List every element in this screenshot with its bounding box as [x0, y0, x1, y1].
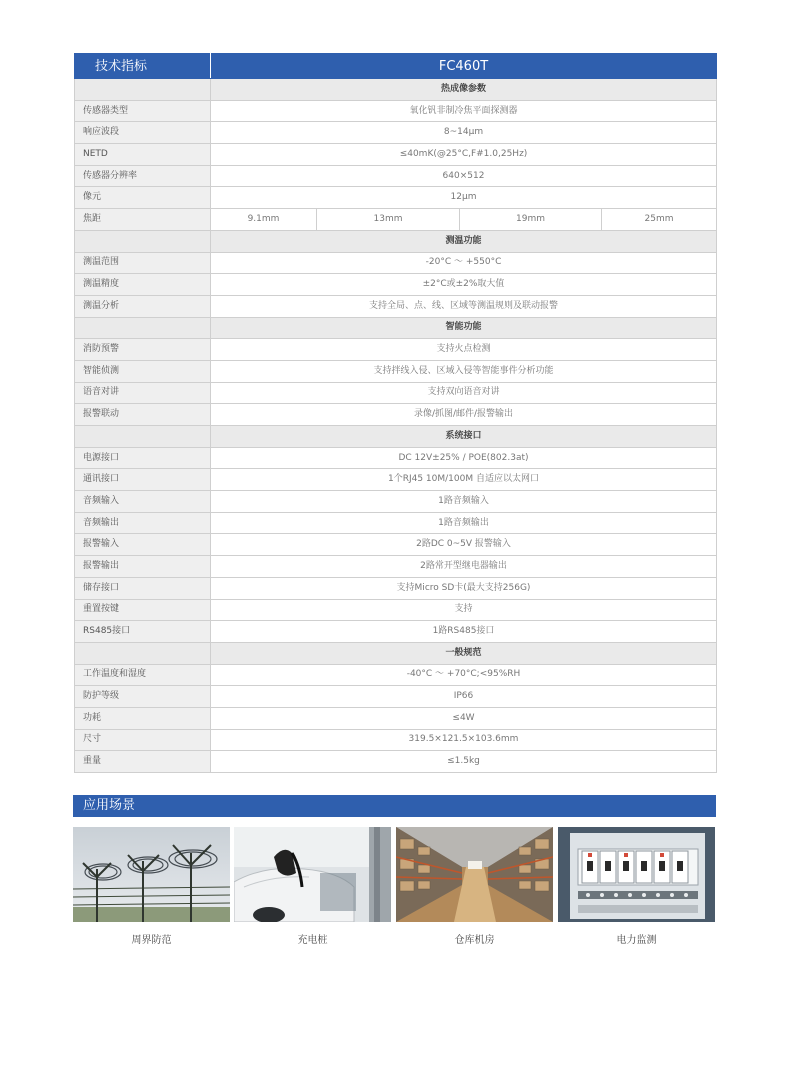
- spec-value: 录像/抓图/邮件/报警输出: [211, 404, 717, 426]
- spec-key: 通讯接口: [75, 469, 211, 491]
- spec-value: 319.5×121.5×103.6mm: [211, 729, 717, 751]
- spec-key: 电源接口: [75, 447, 211, 469]
- spec-table: [74, 53, 717, 773]
- spec-row: [75, 360, 717, 382]
- spec-value: 12μm: [211, 187, 717, 209]
- spec-key: 音频输出: [75, 512, 211, 534]
- spec-row: [75, 295, 717, 317]
- spec-header-key: 技术指标: [75, 54, 211, 79]
- spec-key: 尺寸: [75, 729, 211, 751]
- spec-row: [75, 751, 717, 773]
- spec-value: 支持全局、点、线、区域等测温规则及联动报警: [211, 295, 717, 317]
- section-title: 测温功能: [211, 230, 717, 252]
- applications-header: [73, 795, 716, 817]
- spec-row: [75, 534, 717, 556]
- spec-key: 消防预警: [75, 339, 211, 361]
- spec-row: [75, 556, 717, 578]
- spec-row: [75, 252, 717, 274]
- spec-key: NETD: [75, 144, 211, 166]
- spec-value: -20°C ～ +550°C: [211, 252, 717, 274]
- perimeter-fence-photo: [73, 827, 230, 922]
- spec-key: 像元: [75, 187, 211, 209]
- scene-warehouse: [396, 827, 553, 946]
- spec-key: 报警输入: [75, 534, 211, 556]
- warehouse-photo: [396, 827, 553, 922]
- focal-value: 19mm: [460, 209, 602, 231]
- spec-value: 支持Micro SD卡(最大支持256G): [211, 577, 717, 599]
- scene-charging: [234, 827, 391, 946]
- spec-key: 测温精度: [75, 274, 211, 296]
- spec-row: [75, 274, 717, 296]
- section-row: [75, 317, 717, 339]
- focal-value: 13mm: [317, 209, 460, 231]
- spec-key: 音频输入: [75, 491, 211, 513]
- spec-value: IP66: [211, 686, 717, 708]
- spec-value: 1个RJ45 10M/100M 自适应以太网口: [211, 469, 717, 491]
- spec-key: 传感器分辨率: [75, 165, 211, 187]
- scene-perimeter: [73, 827, 230, 946]
- spec-row: [75, 491, 717, 513]
- spec-row: [75, 447, 717, 469]
- spec-key: 测温分析: [75, 295, 211, 317]
- applications-title: 应用场景: [83, 798, 136, 813]
- spec-row: [75, 577, 717, 599]
- spec-row: [75, 469, 717, 491]
- spec-value: 氧化钒非制冷焦平面探测器: [211, 100, 717, 122]
- spec-key: 工作温度和湿度: [75, 664, 211, 686]
- spec-key: 功耗: [75, 707, 211, 729]
- spec-key: RS485接口: [75, 621, 211, 643]
- spec-value: 8~14μm: [211, 122, 717, 144]
- spec-row: [75, 686, 717, 708]
- spec-key: 测温范围: [75, 252, 211, 274]
- spec-row: [75, 165, 717, 187]
- charging-pile-photo: [234, 827, 391, 922]
- spec-value: 1路音频输出: [211, 512, 717, 534]
- spec-row: [75, 100, 717, 122]
- scene-caption: 仓库机房: [454, 935, 495, 946]
- focal-value: 9.1mm: [211, 209, 317, 231]
- spec-key: 焦距: [75, 209, 211, 231]
- spec-value: 640×512: [211, 165, 717, 187]
- spec-row: [75, 339, 717, 361]
- spec-key: 响应波段: [75, 122, 211, 144]
- power-panel-photo: [558, 827, 715, 922]
- scene-caption: 充电桩: [297, 935, 328, 946]
- section-title: 热成像参数: [211, 79, 717, 101]
- focal-value: 25mm: [602, 209, 717, 231]
- spec-value: ≤40mK(@25°C,F#1.0,25Hz): [211, 144, 717, 166]
- scene-power: [558, 827, 715, 946]
- spec-value: 支持火点检测: [211, 339, 717, 361]
- spec-row: [75, 664, 717, 686]
- spec-key: 报警联动: [75, 404, 211, 426]
- spec-value: -40°C ～ +70°C;<95%RH: [211, 664, 717, 686]
- spec-value: 2路常开型继电器输出: [211, 556, 717, 578]
- model-name: FC460T: [211, 54, 717, 79]
- section-row: [75, 230, 717, 252]
- spec-value: 支持: [211, 599, 717, 621]
- spec-key: 储存接口: [75, 577, 211, 599]
- section-row: [75, 642, 717, 664]
- spec-row: [75, 621, 717, 643]
- spec-row: [75, 404, 717, 426]
- spec-value: 支持双向语音对讲: [211, 382, 717, 404]
- focal-row: [75, 209, 717, 231]
- spec-value: 支持拌线入侵、区域入侵等智能事件分析功能: [211, 360, 717, 382]
- spec-key: 重量: [75, 751, 211, 773]
- spec-row: [75, 382, 717, 404]
- scene-caption: 周界防范: [131, 935, 172, 946]
- spec-value: 1路RS485接口: [211, 621, 717, 643]
- section-title: 一般规范: [211, 642, 717, 664]
- spec-value: ≤4W: [211, 707, 717, 729]
- spec-key: 重置按键: [75, 599, 211, 621]
- section-title: 系统接口: [211, 426, 717, 448]
- spec-key: 报警输出: [75, 556, 211, 578]
- spec-row: [75, 729, 717, 751]
- section-title: 智能功能: [211, 317, 717, 339]
- spec-value: 2路DC 0~5V 报警输入: [211, 534, 717, 556]
- spec-row: [75, 707, 717, 729]
- spec-key: 智能侦测: [75, 360, 211, 382]
- spec-key: 防护等级: [75, 686, 211, 708]
- section-row: [75, 79, 717, 101]
- section-row: [75, 426, 717, 448]
- spec-row: [75, 144, 717, 166]
- spec-value: DC 12V±25% / POE(802.3at): [211, 447, 717, 469]
- spec-header-row: [75, 54, 717, 79]
- spec-value: 1路音频输入: [211, 491, 717, 513]
- spec-key: 传感器类型: [75, 100, 211, 122]
- spec-key: 语音对讲: [75, 382, 211, 404]
- spec-row: [75, 122, 717, 144]
- spec-row: [75, 512, 717, 534]
- spec-value: ≤1.5kg: [211, 751, 717, 773]
- spec-value: ±2°C或±2%取大值: [211, 274, 717, 296]
- spec-row: [75, 187, 717, 209]
- scene-caption: 电力监测: [616, 935, 657, 946]
- spec-row: [75, 599, 717, 621]
